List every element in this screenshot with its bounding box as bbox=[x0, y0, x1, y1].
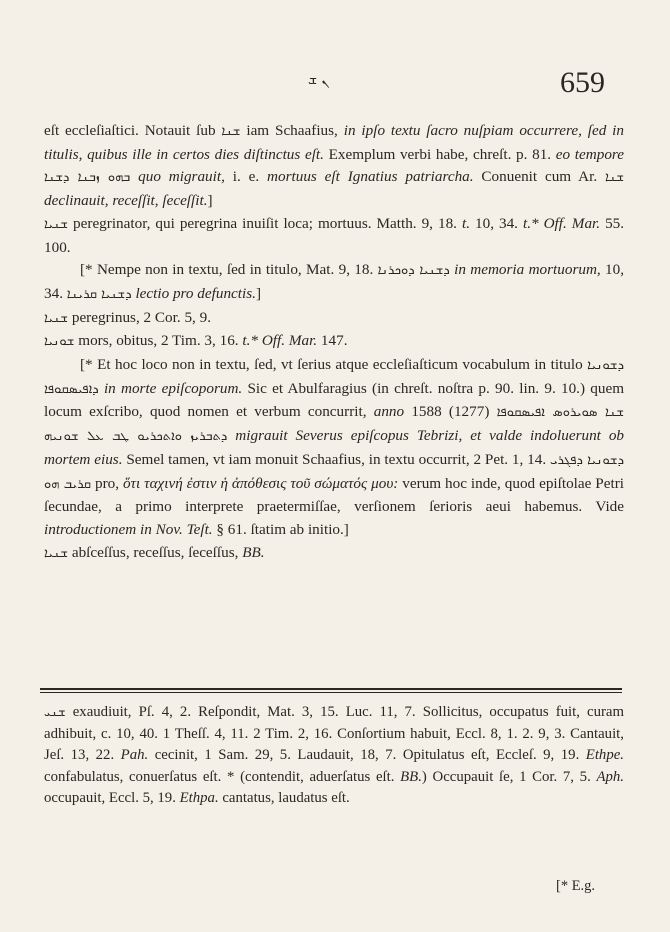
paragraph-1: eſt eccleſiaſtici. Notauit ſub ܫܢܐ iam Schaafius, in ipſo textu ſacro nuſpiam occurrere, ſed in titulis, quibus ille in certos dies diſtinctus eſt. Exemplum verbi habe, chreſt. p. 81. eo tempore ܒܗܘ ܙܒܢܐ ܕܫܢܐ quo migrauit, i. e. mortuus eſt Ignatius patriarcha. Conuenit cum Ar. ܫܢܐ declinauit, receſſit, ſeceſſit.] bbox=[44, 122, 625, 210]
entry-mors: ܫܘܢܝܐ mors, obitus, 2 Tim. 3, 16. t.* Off. Mar. 147. bbox=[44, 332, 348, 350]
syriac-headword: ܫܢܝ bbox=[44, 705, 66, 720]
syriac-phrase: ܕܫܘܢܝܐ ܕܐܦܝܣܩܘܦܐ bbox=[44, 358, 625, 397]
page-number: 659 bbox=[560, 66, 605, 99]
syriac-headword: ܫܢܝܐ bbox=[44, 310, 69, 326]
catchword: [* E.g. bbox=[556, 878, 596, 894]
syriac-headword: ܫܘܢܝܐ bbox=[44, 334, 75, 350]
main-text bbox=[44, 120, 624, 565]
syriac-quotation: ܫܢܐ ܣܘܝܪܘܣ ܐܦܝܣܩܘܦܐ ܕܬܒܪܝܙ ܘܐܬܟܪܝܘ ܛܒ ܥܠ ܫܘܢܝܗ bbox=[44, 405, 625, 445]
syriac-phrase: ܕܫܢܝܐ ܕܘܟܪܢܐ bbox=[377, 263, 450, 279]
syriac-phrase: ܩܪܝܒ ܗܘ bbox=[44, 476, 92, 492]
footnote-divider bbox=[40, 688, 622, 690]
syriac-word: ܫܢܐ bbox=[221, 124, 241, 139]
entry-peregrinus: ܫܢܝܐ peregrinus, 2 Cor. 5, 9. bbox=[44, 308, 212, 326]
lower-entry bbox=[44, 702, 624, 810]
syriac-headword: ܫܢܝܐ bbox=[44, 545, 69, 561]
running-head-syriac: ܢ ܫ bbox=[308, 72, 330, 88]
syriac-word: ܫܢܐ bbox=[604, 170, 625, 186]
syriac-phrase: ܕܫܢܝܐ ܩܪܝܢܐ bbox=[66, 286, 132, 302]
note-et-hoc: [* Et hoc loco non in textu, ſed, vt ſerius atque eccleſiaſticum vocabulum in titulo ܕܫܘܢܝܐ ܕܐܦܝܣܩܘܦܐ in morte epiſcoporum. Sic et Abulfaragius (in chreſt. noſtra p. 90. lin. 9. 10.) quem locum exſcribo, quod nomen et verbum concurrit, anno 1588 (1277) ܫܢܐ ܣܘܝܪܘܣ ܐܦܝܣܩܘܦܐ ܕܬܒܪܝܙ ܘܐܬܟܪܝܘ ܛܒ ܥܠ ܫܘܢܝܗ migrauit Severus epiſcopus Tebrizi, et valde indoluerunt ob mortem eius. Semel tamen, vt iam monuit Schaafius, in textu occurrit, 2 Pet. 1, 14. ܕܫܘܢܝܐ ܕܦܓܪܝ ܩܪܝܒ ܗܘ pro, ὅτι ταχινή ἐστιν ἡ ἀπόθεσις τοῦ σώματός μου: verum hoc inde, quod epiſtolae Petri ſecundae, a primo interprete praetermiſſae, verſionem ſerioris aeui habemus. Vide introductionem in Nov. Teſt. § 61. ſtatim ab initio.] bbox=[44, 356, 625, 538]
entry-abscessus: ܫܢܝܐ abſceſſus, receſſus, ſeceſſus, BB. bbox=[44, 543, 265, 561]
syriac-phrase: ܕܫܘܢܝܐ ܕܦܓܪܝ bbox=[550, 452, 625, 468]
syriac-phrase: ܒܗܘ ܙܒܢܐ ܕܫܢܐ bbox=[44, 170, 131, 186]
entry-peregrinator: ܫܢܝܐ peregrinator, qui peregrina inuiſit loca; mortuus. Matth. 9, 18. t. 10, 34. t.* Off. Mar. 55. 100. bbox=[44, 214, 625, 256]
note-nempe: [* Nempe non in textu, ſed in titulo, Mat. 9, 18. ܕܫܢܝܐ ܕܘܟܪܢܐ in memoria mortuorum, 10, 34. ܕܫܢܝܐ ܩܪܝܢܐ lectio pro defunctis.] bbox=[44, 261, 625, 302]
syriac-headword: ܫܢܝܐ bbox=[44, 216, 69, 232]
greek-quotation: ὅτι ταχινή ἐστιν ἡ ἀπόθεσις τοῦ σώματός μου: bbox=[122, 474, 399, 492]
entry-exaudiuit: ܫܢܝ exaudiuit, Pſ. 4, 2. Reſpondit, Mat. 3, 15. Luc. 11, 7. Sollicitus, occupatus fuit, curam adhibuit, c. 10, 40. 1 Theſſ. 4, 11. 2 Tim. 2, 16. Conſortium habuit, Eccl. 8, 1. 2. 9, 3. Cantauit, Jeſ. 13, 22. Pah. cecinit, 1 Sam. 29, 5. Laudauit, 18, 7. Opitulatus eſt, Eccleſ. 9, 19. Ethpe. confabulatus, conuerſatus eſt. * (contendit, aduerſatus eſt. BB.) Occupauit ſe, 1 Cor. 7, 5. Aph. occupauit, Eccl. 5, 19. Ethpa. cantatus, laudatus eſt. bbox=[44, 704, 625, 807]
footnote-divider-thin bbox=[40, 692, 622, 693]
